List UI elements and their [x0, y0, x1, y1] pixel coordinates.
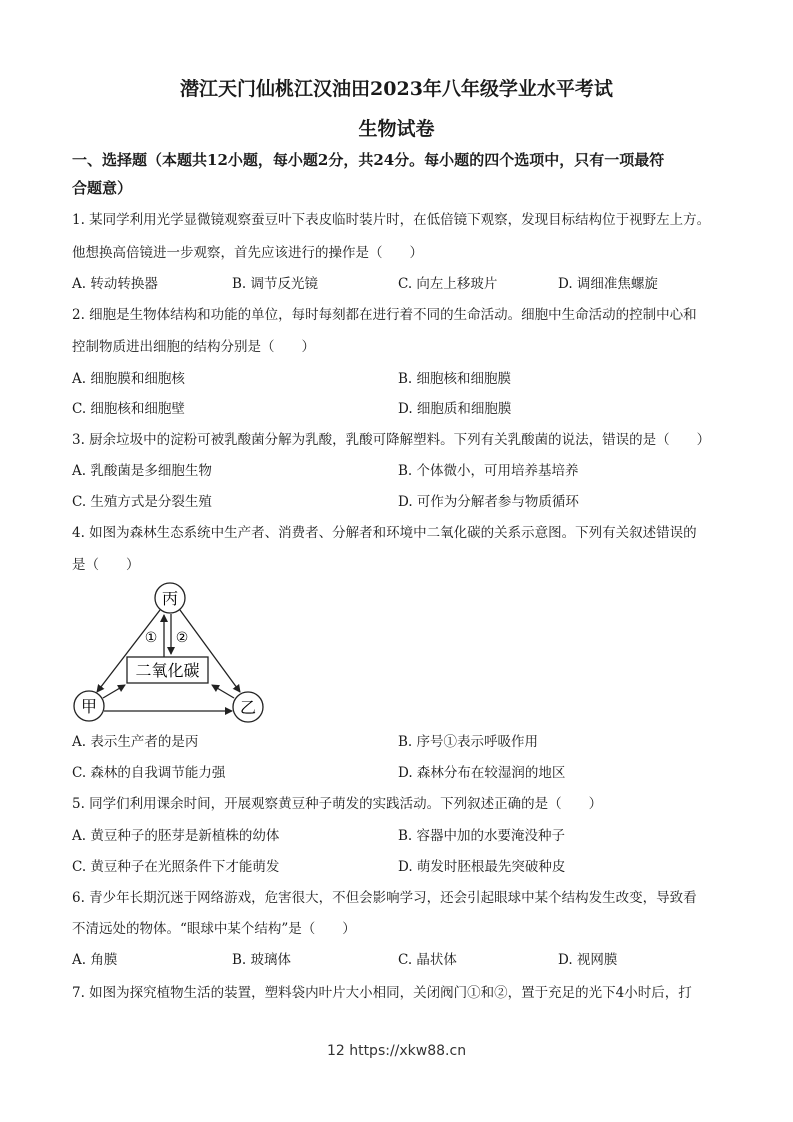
section-heading-cont: 合题意） — [72, 179, 133, 197]
option: C. 黄豆种子在光照条件下才能萌发 — [72, 859, 280, 875]
page-footer: 12 https://xkw88.cn — [326, 1043, 467, 1059]
question-4-stem: 4. 如图为森林生态系统中生产者、消费者、分解者和环境中二氧化碳的关系示意图。下列有关叙述错误的 — [72, 525, 697, 541]
question-5-stem: 5. 同学们利用课余时间，开展观察黄豆种子萌发的实践活动。下列叙述正确的是（ ） — [72, 796, 603, 812]
question-2-stem: 2. 细胞是生物体结构和功能的单位，每时每刻都在进行着不同的生命活动。细胞中生命活动的控制中心和 — [72, 307, 697, 323]
section-heading: 一、选择题（本题共12小题，每小题2分，共24分。每小题的四个选项中，只有一项最符 — [72, 151, 665, 169]
option: D. 森林分布在较湿润的地区 — [398, 765, 566, 781]
question-1-stem: 他想换高倍镜进一步观察，首先应该进行的操作是（ ） — [72, 245, 423, 261]
option: D. 可作为分解者参与物质循环 — [398, 494, 579, 510]
option: B. 细胞核和细胞膜 — [398, 371, 512, 387]
option: D. 细胞质和细胞膜 — [398, 401, 512, 417]
arrow-1-label: ① — [144, 630, 158, 646]
option: C. 晶状体 — [398, 952, 457, 968]
option: A. 表示生产者的是丙 — [72, 734, 199, 750]
question-6-stem: 不清远处的物体。“眼球中某个结构”是（ ） — [72, 921, 356, 937]
question-3-stem: 3. 厨余垃圾中的淀粉可被乳酸菌分解为乳酸，乳酸可降解塑料。下列有关乳酸菌的说法，错误的是（ ） — [72, 432, 711, 448]
question-6-stem: 6. 青少年长期沉迷于网络游戏，危害很大，不但会影响学习，还会引起眼球中某个结构发生改变，导致看 — [72, 890, 697, 906]
option: C. 生殖方式是分裂生殖 — [72, 494, 212, 510]
option: B. 个体微小，可用培养基培养 — [398, 463, 579, 479]
option: A. 角膜 — [72, 952, 118, 968]
option: D. 视网膜 — [558, 952, 618, 968]
option: B. 序号①表示呼吸作用 — [398, 734, 539, 750]
option: C. 细胞核和细胞壁 — [72, 401, 185, 417]
option: D. 萌发时胚根最先突破种皮 — [398, 859, 566, 875]
option: A. 转动转换器 — [72, 276, 158, 292]
option: B. 容器中加的水要淹没种子 — [398, 828, 566, 844]
arrow-right-co2 — [212, 685, 234, 698]
question-1-stem: 1. 某同学利用光学显微镜观察蚕豆叶下表皮临时装片时，在低倍镜下观察，发现目标结构位于视野左上方。 — [72, 212, 711, 228]
option: A. 乳酸菌是多细胞生物 — [72, 463, 212, 479]
node-top-label: 丙 — [161, 589, 179, 608]
option: D. 调细准焦螺旋 — [558, 276, 658, 292]
node-left-label: 甲 — [80, 697, 98, 716]
question-2-stem: 控制物质进出细胞的结构分别是（ ） — [72, 339, 315, 355]
question-4-stem: 是（ ） — [72, 557, 140, 573]
exam-title: 潜江天门仙桃江汉油田2023年八年级学业水平考试 — [180, 78, 613, 100]
arrow-left-co2 — [103, 685, 125, 698]
option: B. 调节反光镜 — [232, 276, 319, 292]
co2-label: 二氧化碳 — [135, 661, 200, 680]
option: A. 黄豆种子的胚芽是新植株的幼体 — [72, 828, 280, 844]
node-right-label: 乙 — [239, 698, 257, 717]
option: C. 森林的自我调节能力强 — [72, 765, 226, 781]
question-7-stem: 7. 如图为探究植物生活的装置，塑料袋内叶片大小相同，关闭阀门①和②，置于充足的光下4小时后，打 — [72, 985, 692, 1001]
option: C. 向左上移玻片 — [398, 276, 498, 292]
arrow-2-label: ② — [175, 630, 189, 646]
option: A. 细胞膜和细胞核 — [72, 371, 185, 387]
option: B. 玻璃体 — [232, 952, 292, 968]
exam-subtitle: 生物试卷 — [358, 118, 435, 140]
